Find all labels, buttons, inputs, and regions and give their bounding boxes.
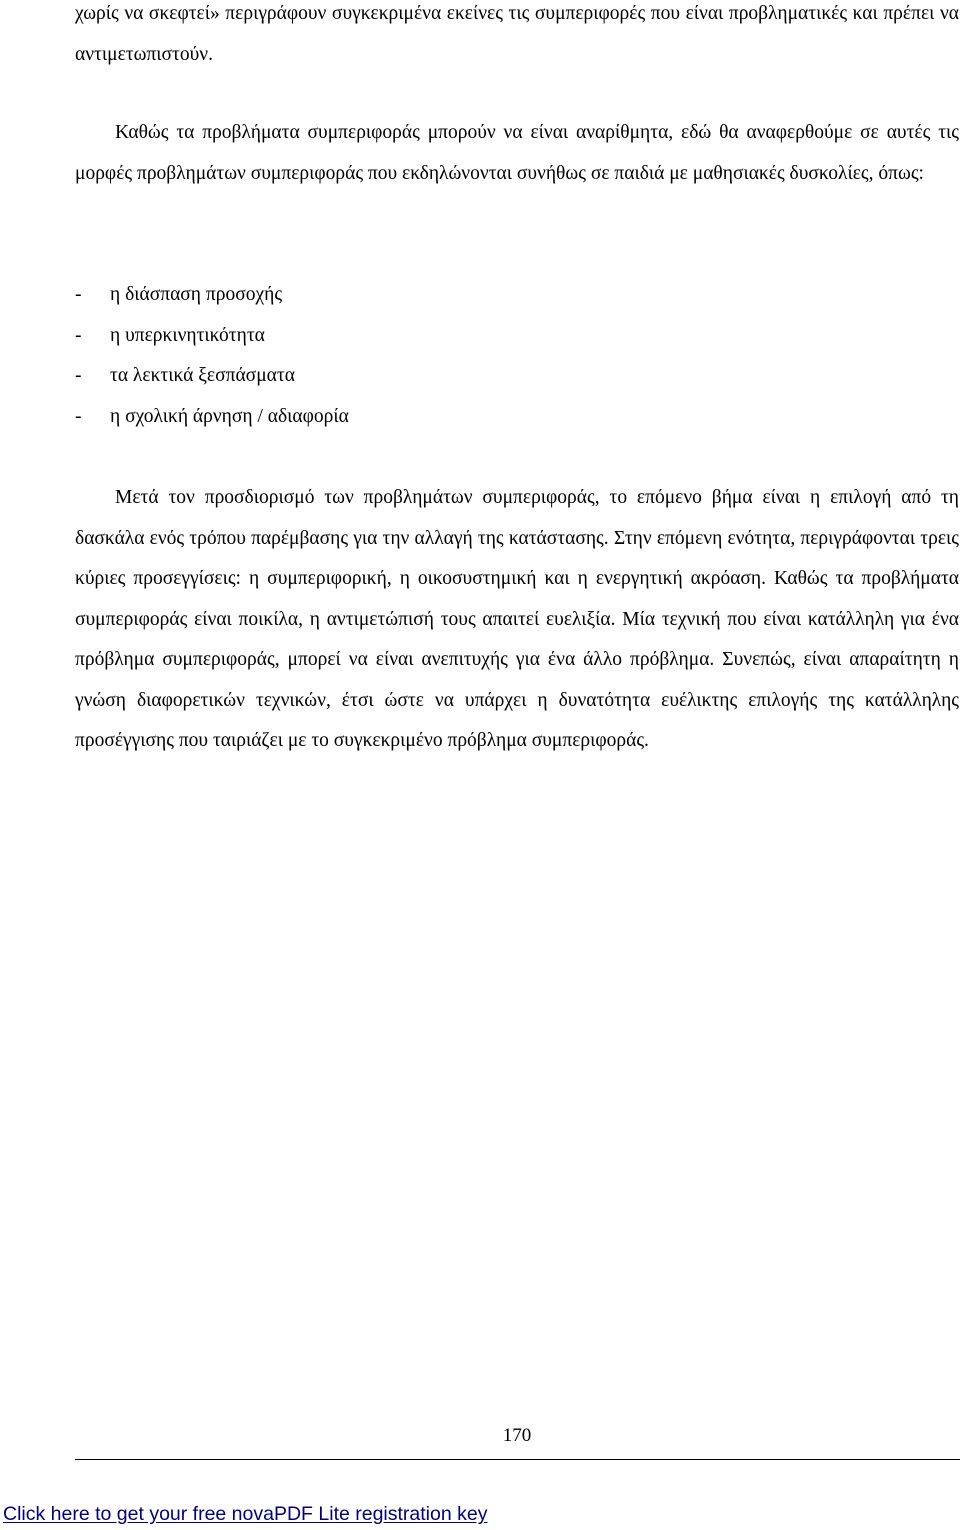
list-item-text: η υπερκινητικότητα xyxy=(110,324,265,346)
bullet-dash: - xyxy=(75,365,82,386)
continued-paragraph: χωρίς να σκεφτεί» περιγράφουν συγκεκριμένα εκείνες τις συμπεριφορές που είναι προβληματικές και πρέπει να αντιμετωπιστούν. xyxy=(75,3,959,65)
list-item-text: τα λεκτικά ξεσπάσματα xyxy=(110,365,295,386)
list-item xyxy=(75,316,349,357)
bullet-dash: - xyxy=(75,284,82,305)
list-item-text: η διάσπαση προσοχής xyxy=(110,284,283,305)
list-item xyxy=(75,356,349,397)
registration-key-link[interactable]: Click here to get your free novaPDF Lite registration key xyxy=(3,1503,488,1525)
behavior-problems-list xyxy=(75,275,349,437)
list-item-text: η σχολική άρνηση / αδιαφορία xyxy=(110,405,349,427)
list-item xyxy=(75,275,349,316)
page-number: 170 xyxy=(502,1425,532,1446)
closing-paragraph: Μετά τον προσδιορισμό των προβλημάτων συμπεριφοράς, το επόμενο βήμα είναι η επιλογή από τη δασκάλα ενός τρόπου παρέμβασης για την αλλαγή της κατάστασης. Στην επόμενη ενότητα, περιγράφονται τρεις κύριες προσεγγίσεις: η συμπεριφορική, η οικοσυστημική και η ενεργητική ακρόαση. Καθώς τα προβλήματα συμπεριφοράς είναι ποικίλα, η αντιμετώπισή τους απαιτεί ευελιξία. Μία τεχνική που είναι κατάλληλη για ένα πρόβλημα συμπεριφοράς, μπορεί να είναι ανεπιτυχής για ένα άλλο πρόβλημα. Συνεπώς, είναι απαραίτητη η γνώση διαφορετικών τεχνικών, έτσι ώστε να υπάρχει η δυνατότητα ευέλικτης επιλογής της κατάλληλης προσέγγισης που ταιριάζει με το συγκεκριμένο πρόβλημα συμπεριφοράς. xyxy=(75,487,959,751)
bullet-dash: - xyxy=(75,324,82,346)
intro-paragraph: Καθώς τα προβλήματα συμπεριφοράς μπορούν να είναι αναρίθμητα, εδώ θα αναφερθούμε σε αυτές τις μορφές προβλημάτων συμπεριφοράς που εκδηλώνονται συνήθως σε παιδιά με μαθησιακές δυσκολίες, όπως: xyxy=(75,122,959,184)
footer-divider xyxy=(75,1459,960,1460)
list-item xyxy=(75,397,349,438)
bullet-dash: - xyxy=(75,405,82,427)
